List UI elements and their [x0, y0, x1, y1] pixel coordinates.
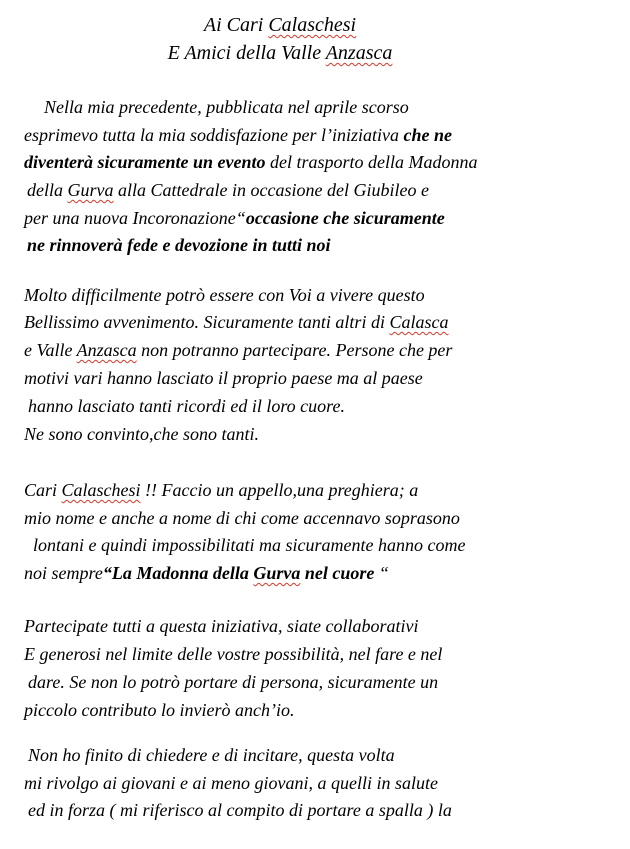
text-run-spellcheck: Calasca	[389, 312, 449, 332]
text-run: Bellissimo avvenimento. Sicuramente tanti altri di	[24, 312, 390, 332]
text-run-spellcheck: Anzasca	[76, 340, 137, 360]
text-run: !! Faccio un appello,una preghiera; a	[140, 480, 419, 500]
title-text-spellcheck: Calaschesi	[268, 14, 357, 36]
text-run: diventerà sicuramente un evento	[24, 152, 266, 172]
text-run: piccolo contributo lo invierò anch’io.	[24, 700, 295, 720]
text-run: Partecipate tutti a questa iniziativa, siate collaborativi	[24, 616, 419, 636]
paragraph-1-line-4	[27, 179, 429, 201]
text-run-spellcheck: Calaschesi	[61, 480, 141, 500]
title-text-spellcheck: Anzasca	[325, 42, 393, 64]
title-text: Ai Cari	[203, 14, 269, 36]
text-run: noi sempre	[24, 563, 103, 583]
text-run: ed in forza ( mi riferisco al compito di portare a spalla ) la	[28, 800, 452, 820]
paragraph-2-line-5	[28, 395, 345, 417]
text-run: hanno lasciato tanti ricordi ed il loro cuore.	[28, 396, 345, 416]
title-line-2	[0, 40, 560, 66]
title-line-1	[0, 12, 560, 38]
paragraph-4-line-1	[24, 615, 418, 637]
text-run: del trasporto della Madonna	[265, 152, 478, 172]
text-run: non potranno partecipare. Persone che per	[136, 340, 453, 360]
text-run: della	[27, 180, 68, 200]
text-run: Ne sono convinto,che sono tanti.	[24, 424, 259, 444]
paragraph-2-line-2	[24, 311, 448, 333]
paragraph-5-line-3	[28, 799, 452, 821]
paragraph-2-line-1	[24, 284, 425, 306]
text-run: alla Cattedrale in occasione del Giubileo e	[113, 180, 429, 200]
text-run: motivi vari hanno lasciato il proprio paese ma al paese	[24, 368, 423, 388]
paragraph-2-line-4	[24, 367, 423, 389]
paragraph-3-line-4	[24, 562, 389, 584]
text-run: Non ho finito di chiedere e di incitare, questa volta	[28, 745, 395, 765]
text-run: Nella mia precedente, pubblicata nel aprile scorso	[44, 97, 409, 117]
text-run: esprimevo tutta la mia soddisfazione per l’iniziativa	[24, 125, 404, 145]
text-run: mio nome e anche a nome di chi come accennavo soprasono	[24, 508, 460, 528]
paragraph-4-line-3	[28, 671, 438, 693]
text-run: E generosi nel limite delle vostre possibilità, nel fare e nel	[24, 644, 443, 664]
paragraph-4-line-2	[24, 643, 442, 665]
paragraph-1-line-1	[44, 96, 409, 118]
text-run: “La Madonna della	[102, 563, 254, 583]
text-run: per una nuova Incoronazione“	[24, 208, 246, 228]
text-run-spellcheck: Gurva	[67, 180, 114, 200]
text-run: dare. Se non lo potrò portare di persona, sicuramente un	[28, 672, 439, 692]
text-run: mi rivolgo ai giovani e ai meno giovani, a quelli in salute	[24, 773, 438, 793]
text-run: Cari	[24, 480, 62, 500]
title-text: E Amici della Valle	[167, 42, 326, 64]
text-run: occasione che sicuramente	[245, 208, 445, 228]
paragraph-3-line-3	[33, 534, 465, 556]
text-run: lontani e quindi impossibilitati ma sicuramente hanno come	[33, 535, 466, 555]
text-run: Molto difficilmente potrò essere con Voi a vivere questo	[24, 285, 425, 305]
paragraph-4-line-4	[24, 699, 294, 721]
paragraph-1-line-6	[27, 234, 331, 256]
text-run: che ne	[403, 125, 452, 145]
paragraph-1-line-5	[24, 207, 445, 229]
text-run-spellcheck: Gurva	[253, 563, 301, 583]
paragraph-5-line-2	[24, 772, 438, 794]
paragraph-3-line-2	[24, 507, 460, 529]
paragraph-2-line-6	[24, 423, 259, 445]
paragraph-1-line-2	[24, 124, 452, 146]
paragraph-1-line-3	[24, 151, 478, 173]
text-run: e Valle	[24, 340, 77, 360]
paragraph-3-line-1	[24, 479, 418, 501]
text-run: ne rinnoverà fede e devozione in tutti noi	[27, 235, 331, 255]
paragraph-5-line-1	[28, 744, 395, 766]
text-run: nel cuore	[300, 563, 375, 583]
paragraph-2-line-3	[24, 339, 452, 361]
text-run: “	[374, 563, 389, 583]
